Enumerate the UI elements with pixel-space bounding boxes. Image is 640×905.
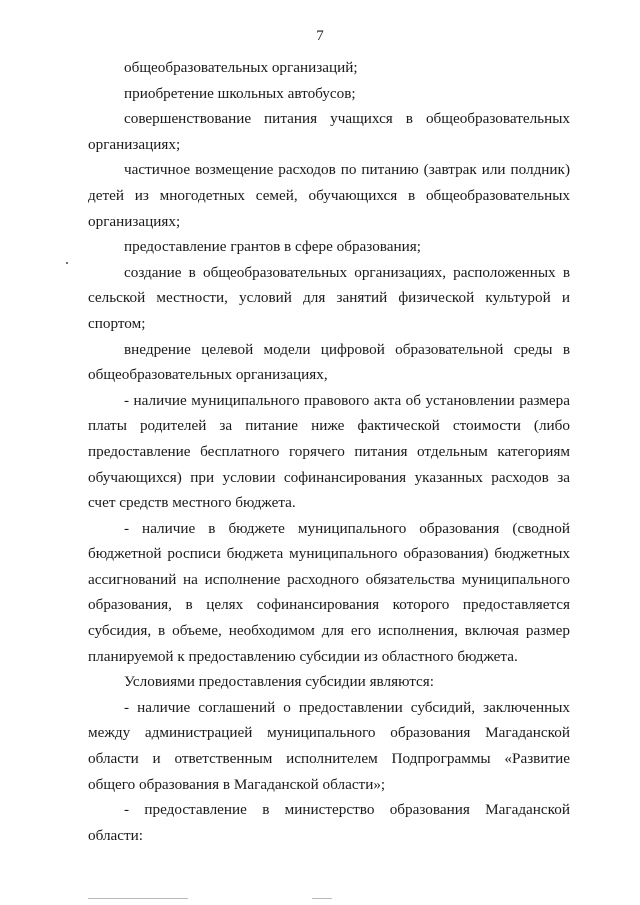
paragraph: общеобразовательных организаций;	[124, 59, 358, 76]
paragraph: Условиями предоставления субсидии являются:	[124, 673, 434, 691]
scan-artifact-line	[312, 898, 332, 899]
paragraph: - наличие соглашений о предоставлении субсидий, заключенных между администрацией муниципального образования Магаданской области и ответственным исполнителем Подпрограммы «Развитие общего образования в Магаданской области»;	[88, 698, 570, 793]
paragraph: внедрение целевой модели цифровой образовательной среды в общеобразовательных организациях,	[88, 340, 570, 384]
page-number: 7	[316, 28, 324, 44]
paragraph: создание в общеобразовательных организациях, расположенных в сельской местности, условий для занятий физической культурой и спортом;	[88, 263, 570, 332]
scan-artifact-line	[88, 898, 188, 899]
paragraph: частичное возмещение расходов по питанию (завтрак или полдник) детей из многодетных семей, обучающихся в общеобразовательных организациях;	[88, 161, 570, 230]
paragraph: - предоставление в министерство образования Магаданской области:	[88, 801, 570, 844]
paragraph: - наличие муниципального правового акта об установлении размера платы родителей за питание ниже фактической стоимости (либо предоставление бесплатного горячего питания отдельным категориям обучающихся) при условии софинансирования указанных расходов за счет средств местного бюджета.	[88, 391, 570, 512]
paragraph: приобретение школьных автобусов;	[124, 84, 356, 102]
paragraph: - наличие в бюджете муниципального образования (сводной бюджетной росписи бюджета муниципального образования) бюджетных ассигнований на исполнение расходного обязательства муниципального образования, в целях софинансирования которого предоставляется субсидия, в объеме, необходимом для его исполнения, включая размер планируемой к предоставлению субсидии из областного бюджета.	[88, 519, 570, 665]
paragraph: совершенствование питания учащихся в общеобразовательных организациях;	[88, 110, 570, 153]
document-body	[88, 55, 570, 848]
scan-artifact-dot	[66, 262, 68, 264]
paragraph: предоставление грантов в сфере образования;	[124, 238, 421, 256]
